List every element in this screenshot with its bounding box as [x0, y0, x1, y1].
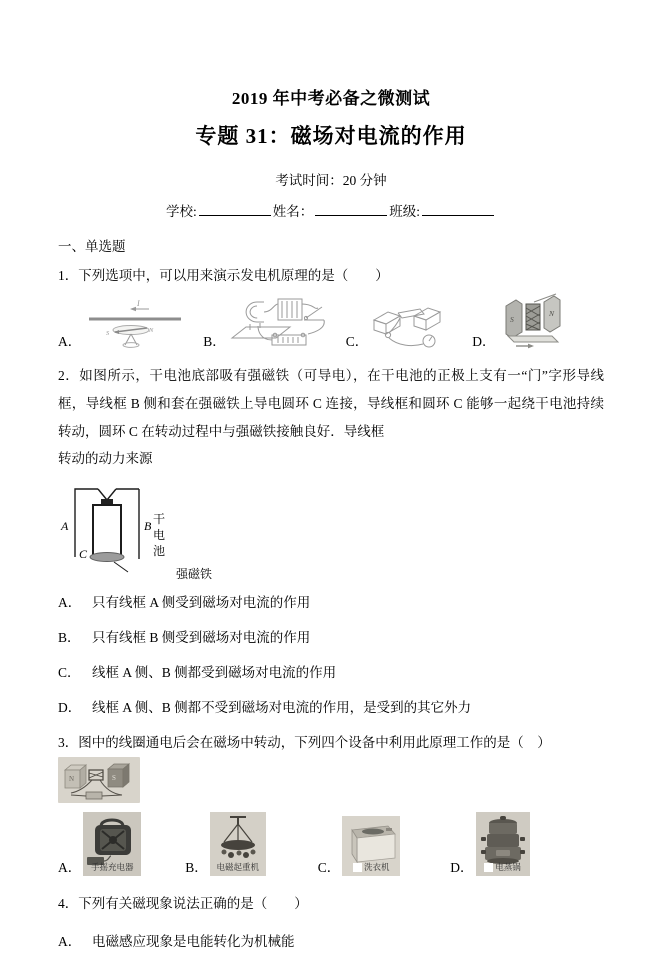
motor-coil-magnet-figure [500, 292, 566, 350]
q2-option-c-text: 线框 A 侧、B 侧都受到磁场对电流的作用 [92, 665, 337, 680]
q1-choice-letter-d: D． [472, 334, 496, 349]
page-title: 2019 年中考必备之微测试 [231, 89, 431, 108]
q2-option-b [58, 626, 604, 646]
q2-option-a-letter: A． [58, 595, 82, 610]
section-heading: 一、单选题 [58, 239, 126, 254]
exam-time-line: 考试时间：20 分钟 [275, 173, 387, 188]
current-label: I [137, 299, 140, 308]
device-caption-row [83, 861, 141, 873]
magnet-label: 强磁铁 [176, 567, 213, 581]
caption-swatch [484, 863, 493, 872]
electromagnetic-crane-photo [210, 812, 266, 876]
q2-option-d-letter: D． [58, 700, 82, 715]
q2-option-c [58, 661, 604, 681]
ring-c-label: C [79, 547, 88, 561]
q3-choice-letter-d: D． [450, 860, 474, 875]
hand-crank-charger-photo [83, 812, 141, 876]
q3-fig-north-label: N [69, 775, 75, 783]
q1-choice-letter-c: C． [345, 334, 369, 349]
q2-option-d [58, 696, 604, 716]
question-2-options [58, 591, 604, 716]
question-4-stem: 4．下列有关磁现象说法正确的是（ ） [58, 896, 308, 911]
electric-steamer-photo [476, 812, 530, 876]
q3-fig-south-label: S [112, 774, 116, 782]
q1-choice-letter-a: A． [58, 334, 82, 349]
name-label: 姓名： [272, 204, 314, 219]
frame-side-b-label: B [144, 519, 152, 533]
hand-crank-charger-caption: 手摇充电器 [90, 862, 134, 872]
q2-option-d-text: 线框 A 侧、B 侧都不受到磁场对电流的作用，是受到的其它外力 [92, 700, 472, 715]
question-2-stem-cont: 转动的动力来源 [58, 451, 153, 466]
compass-south-label: S [106, 330, 110, 337]
q4-option-a [58, 930, 604, 950]
question-2-stem: 2．如图所示，干电池底部吸有强磁铁（可导电），在干电池的正极上支有一“门”字形导线框，导线框 B 侧和套在强磁铁上导电圆环 C 连接，导线框和圆环 C 能够一起绕干电池持续转动，圆环 C 在转动过程中与强磁铁接触良好．导线框 [58, 368, 604, 439]
compass-north-label: N [149, 327, 154, 334]
device-caption-row [342, 861, 400, 873]
school-label: 学校: [165, 204, 197, 219]
document-content [58, 0, 604, 965]
induction-galvanometer-figure [372, 300, 444, 350]
student-info-row [58, 200, 604, 220]
q4-option-a-letter: A． [58, 934, 82, 949]
q3-choice-letter-c: C． [317, 860, 341, 875]
magnet-north-label: N [548, 309, 554, 318]
class-blank [422, 202, 494, 216]
washing-machine-caption: 洗衣机 [364, 862, 390, 872]
question-3-choice-row [58, 812, 604, 876]
q2-option-c-letter: C． [58, 665, 81, 680]
question-1-choice-row [58, 290, 604, 350]
q2-option-b-letter: B． [58, 630, 81, 645]
q3-choice-letter-a: A． [58, 860, 82, 875]
electric-steamer-caption: 电蒸锅 [495, 862, 521, 872]
school-blank [199, 202, 271, 216]
q4-option-a-text: 电磁感应现象是电能转化为机械能 [92, 934, 295, 949]
q1-choice-letter-b: B． [203, 334, 226, 349]
frame-side-a-label: A [61, 519, 69, 533]
class-label: 班级: [389, 204, 421, 219]
q3-choice-letter-b: B． [185, 860, 208, 875]
question-1-stem: 1．下列选项中，可以用来演示发电机原理的是（ ） [58, 268, 389, 283]
magnet-south-label: S [509, 315, 514, 324]
name-blank [315, 202, 387, 216]
q2-option-b-text: 只有线框 B 侧受到磁场对电流的作用 [92, 630, 311, 645]
electromagnet-circuit-figure [230, 294, 330, 350]
coil-in-field-photo [58, 757, 140, 803]
washing-machine-photo [342, 816, 400, 876]
electromagnetic-crane-caption: 电磁起重机 [216, 862, 260, 872]
caption-swatch [353, 863, 362, 872]
battery-label: 干电池 [152, 512, 165, 558]
q2-option-a [58, 591, 604, 611]
device-caption-row [476, 861, 530, 873]
oersted-experiment-figure [87, 298, 183, 350]
page-subtitle: 专题 31：磁场对电流的作用 [195, 124, 467, 148]
battery-magnet-figure [60, 475, 260, 581]
q2-option-a-text: 只有线框 A 侧受到磁场对电流的作用 [92, 595, 311, 610]
question-3-stem: 3．图中的线圈通电后会在磁场中转动，下列四个设备中利用此原理工作的是（ ） [58, 735, 551, 750]
device-caption-row [210, 861, 266, 873]
